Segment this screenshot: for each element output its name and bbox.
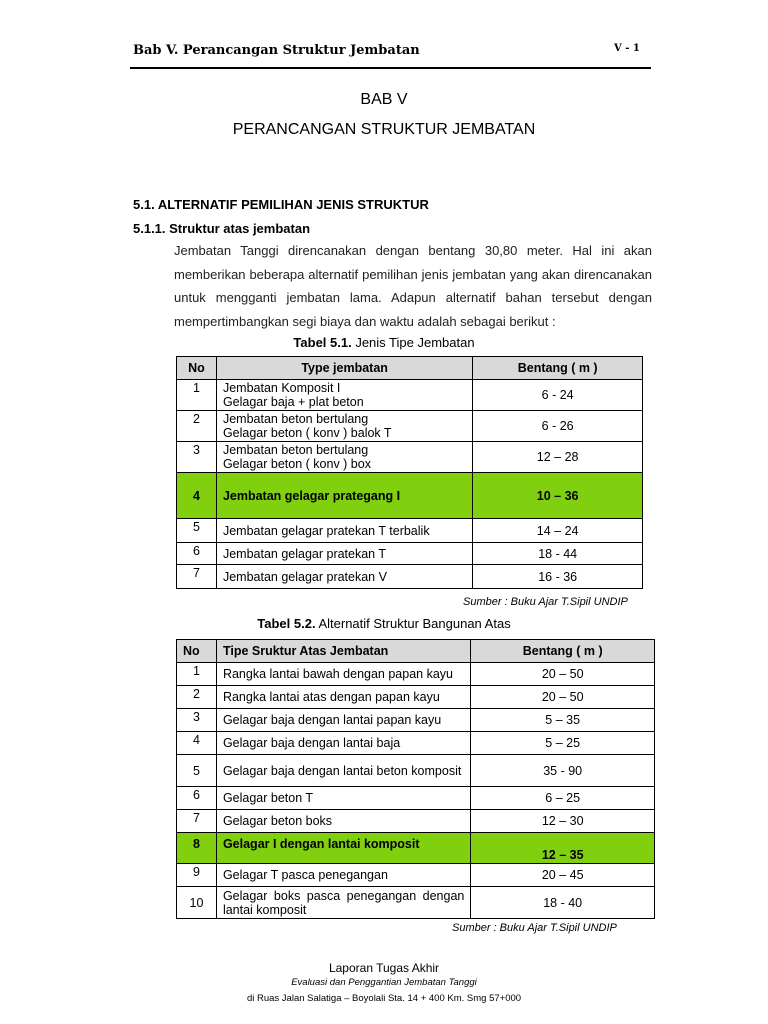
table2-caption <box>0 616 768 631</box>
span-cell: 10 – 36 <box>473 473 643 519</box>
row-number: 4 <box>177 473 217 519</box>
footer-report-title: Laporan Tugas Akhir <box>328 961 440 975</box>
row-number: 1 <box>177 663 217 686</box>
structure-type-cell: Gelagar baja dengan lantai papan kayu <box>216 709 470 732</box>
span-cell: 18 - 44 <box>473 543 643 565</box>
structure-type-cell: Gelagar baja dengan lantai baja <box>216 732 470 755</box>
bridge-type-cell <box>216 380 472 411</box>
table1-caption-label: Tabel 5.1. <box>293 335 352 350</box>
footer-location: di Ruas Jalan Salatiga – Boyolali Sta. 14 + 400 Km. Smg 57+000 <box>246 993 522 1004</box>
span-cell: 5 – 35 <box>471 709 655 732</box>
table-row <box>177 864 655 887</box>
column-header: Tipe Sruktur Atas Jembatan <box>216 640 470 663</box>
row-number: 2 <box>177 411 217 442</box>
structure-type-cell: Gelagar beton boks <box>216 810 470 833</box>
section-heading: 5.1. ALTERNATIF PEMILIHAN JENIS STRUKTUR <box>133 197 429 212</box>
bridge-type-cell: Jembatan gelagar pratekan V <box>216 565 472 589</box>
row-number: 1 <box>177 380 217 411</box>
chapter-number: BAB V <box>360 91 408 108</box>
span-cell: 14 – 24 <box>473 519 643 543</box>
span-cell: 35 - 90 <box>471 755 655 787</box>
table2-caption-label: Tabel 5.2. <box>257 616 316 631</box>
span-cell: 20 – 45 <box>471 864 655 887</box>
span-cell: 6 - 26 <box>473 411 643 442</box>
header-rule <box>130 67 651 69</box>
bridge-type-cell: Jembatan gelagar pratekan T <box>216 543 472 565</box>
page-number: V - 1 <box>614 43 640 54</box>
table2-source: Sumber : Buku Ajar T.Sipil UNDIP <box>452 922 617 934</box>
paragraph-line: Jembatan Tanggi direncanakan dengan bentang 30,80 meter. Hal ini akan <box>174 243 652 258</box>
table-row <box>177 411 643 442</box>
table-row <box>177 663 655 686</box>
bridge-type-line: Jembatan beton bertulang <box>222 412 369 426</box>
table-row <box>177 543 643 565</box>
bridge-type-cell <box>216 411 472 442</box>
bridge-type-cell <box>216 442 472 473</box>
row-number: 6 <box>177 543 217 565</box>
table-row <box>177 810 655 833</box>
footer-project-title: Evaluasi dan Penggantian Jembatan Tanggi <box>291 977 477 988</box>
row-number: 7 <box>177 565 217 589</box>
table-header-row <box>177 640 655 663</box>
structure-type-cell: Gelagar baja dengan lantai beton komposit <box>216 755 470 787</box>
row-number: 10 <box>177 887 217 919</box>
table-row <box>177 709 655 732</box>
table-row <box>177 380 643 411</box>
table-row <box>177 565 643 589</box>
table-row <box>177 787 655 810</box>
row-number: 9 <box>177 864 217 887</box>
span-cell: 12 – 28 <box>473 442 643 473</box>
table-row <box>177 887 655 919</box>
structure-type-cell: Gelagar T pasca penegangan <box>216 864 470 887</box>
row-number: 5 <box>177 755 217 787</box>
paragraph-line: untuk mengganti jembatan lama. Adapun alternatif bahan tersebut dengan <box>174 290 652 305</box>
table-row <box>177 519 643 543</box>
row-number: 3 <box>177 709 217 732</box>
column-header: Type jembatan <box>216 357 472 380</box>
bridge-type-cell: Jembatan gelagar pratekan T terbalik <box>216 519 472 543</box>
table-bridge-types <box>176 356 643 589</box>
span-cell: 20 – 50 <box>471 686 655 709</box>
table-superstructure-alternatives <box>176 639 655 919</box>
column-header: Bentang ( m ) <box>473 357 643 380</box>
row-number: 4 <box>177 732 217 755</box>
row-number: 5 <box>177 519 217 543</box>
span-cell: 6 - 24 <box>473 380 643 411</box>
subsection-heading: 5.1.1. Struktur atas jembatan <box>133 221 311 236</box>
row-number: 3 <box>177 442 217 473</box>
structure-type-cell: Gelagar boks pasca penegangan dengan lantai komposit <box>216 887 470 919</box>
paragraph-line: mempertimbangkan segi biaya dan waktu adalah sebagai berikut : <box>174 313 556 329</box>
row-number: 6 <box>177 787 217 810</box>
bridge-type-line: Gelagar beton ( konv ) box <box>222 457 371 471</box>
bridge-type-cell: Jembatan gelagar prategang I <box>216 473 472 519</box>
span-cell: 6 – 25 <box>471 787 655 810</box>
running-header-title: Bab V. Perancangan Struktur Jembatan <box>133 43 420 58</box>
span-cell: 5 – 25 <box>471 732 655 755</box>
body-paragraph <box>174 239 652 333</box>
column-header: Bentang ( m ) <box>471 640 655 663</box>
table-row <box>177 732 655 755</box>
span-cell: 18 - 40 <box>471 887 655 919</box>
table-row <box>177 755 655 787</box>
table-row-highlighted <box>177 473 643 519</box>
row-number: 2 <box>177 686 217 709</box>
table2-caption-text: Alternatif Struktur Bangunan Atas <box>315 616 511 631</box>
table1-caption-text: Jenis Tipe Jembatan <box>351 335 475 350</box>
span-cell: 12 – 30 <box>471 810 655 833</box>
paragraph-line: memberikan beberapa alternatif pemilihan jenis jembatan yang akan direncanakan <box>174 266 652 282</box>
span-cell: 16 - 36 <box>473 565 643 589</box>
table-header-row <box>177 357 643 380</box>
table-row <box>177 442 643 473</box>
bridge-type-line: Gelagar baja + plat beton <box>222 395 364 409</box>
row-number: 8 <box>177 833 217 864</box>
table-row-highlighted <box>177 833 655 864</box>
column-header: No <box>177 357 217 380</box>
span-cell: 12 – 35 <box>471 833 655 864</box>
structure-type-cell: Gelagar I dengan lantai komposit <box>216 833 470 864</box>
chapter-title: PERANCANGAN STRUKTUR JEMBATAN <box>232 121 536 138</box>
span-cell: 20 – 50 <box>471 663 655 686</box>
table1-caption <box>0 335 768 350</box>
table-row <box>177 686 655 709</box>
table1-source: Sumber : Buku Ajar T.Sipil UNDIP <box>463 596 628 608</box>
structure-type-cell: Rangka lantai atas dengan papan kayu <box>216 686 470 709</box>
structure-type-cell: Gelagar beton T <box>216 787 470 810</box>
row-number: 7 <box>177 810 217 833</box>
bridge-type-line: Jembatan Komposit I <box>222 381 341 395</box>
structure-type-cell: Rangka lantai bawah dengan papan kayu <box>216 663 470 686</box>
bridge-type-line: Jembatan beton bertulang <box>222 443 369 457</box>
bridge-type-line: Gelagar beton ( konv ) balok T <box>222 426 392 440</box>
column-header: No <box>177 640 217 663</box>
